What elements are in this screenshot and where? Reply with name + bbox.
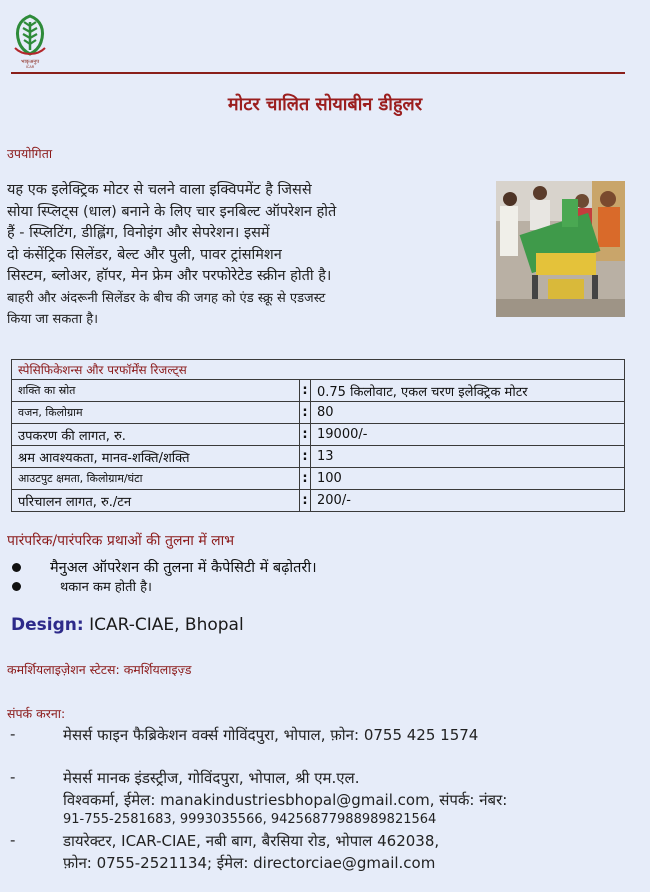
page-title: मोटर चालित सोयाबीन डीहुलर: [227, 94, 423, 115]
description-line: किया जा सकता है।: [7, 312, 99, 327]
logo-subtext: ICAR: [25, 65, 35, 69]
table-row: [12, 446, 625, 468]
table-row: [12, 402, 625, 424]
benefits-heading: पारंपरिक/पारंपरिक प्रथाओं की तुलना में लाभ: [7, 533, 235, 549]
logo-text: भाकृअनुप: [20, 59, 40, 65]
benefit-text: मैनुअल ऑपरेशन की तुलना में कैपेसिटी में बढ़ोतरी।: [50, 560, 317, 576]
spec-label: आउटपुट क्षमता, किलोग्राम/घंटा: [12, 468, 300, 490]
description-line: दो कंसेंट्रिक सिलेंडर, बेल्ट और पुली, पावर ट्रांसमिशन: [7, 246, 282, 263]
spec-separator: :: [300, 424, 311, 446]
specifications-heading: स्पेसिफिकेशन्स और परफॉर्मेंस रिजल्ट्स: [12, 360, 625, 380]
description-line: हैं - स्प्लिटिंग, डीह्लिंग, विनोइंग और सेपरेशन। इसमें: [7, 225, 270, 241]
wheat-emblem-icon: [9, 12, 51, 58]
spec-separator: :: [300, 402, 311, 424]
contact-line: फ़ोन: 0755-2521134; ईमेल: directorciae@gmail.com: [63, 854, 436, 872]
bullet-icon: [12, 563, 21, 572]
spec-separator: :: [300, 468, 311, 490]
contact-text: [63, 725, 583, 745]
description-line: सोया स्प्लिट्स (धाल) बनाने के लिए चार इनबिल्ट ऑपरेशन होते: [7, 203, 337, 220]
spec-label: शक्ति का स्रोत: [12, 380, 300, 402]
description-line: यह एक इलेक्ट्रिक मोटर से चलने वाला इक्विपमेंट है जिससे: [7, 182, 312, 198]
bullet-icon: [12, 582, 21, 591]
dash-marker: -: [10, 831, 16, 849]
spec-separator: :: [300, 380, 311, 402]
header-divider: [11, 72, 625, 74]
design-label: Design:: [11, 615, 84, 635]
contact-line: विश्वकर्मा, ईमेल: manakindustriesbhopal@gmail.com, संपर्क: नंबर:: [63, 791, 508, 809]
contact-line: डायरेक्टर, ICAR-CIAE, नबी बाग, बैरसिया रोड, भोपाल 462038,: [63, 832, 440, 850]
design-credit: [11, 615, 244, 635]
commercialization-status: कमर्शियलाइज़ेशन स्टेटस: कमर्शियलाइज़्ड: [7, 662, 192, 677]
utility-heading: उपयोगिता: [7, 146, 53, 161]
dash-marker: -: [10, 768, 16, 786]
spec-value: 200/-: [311, 490, 625, 512]
contact-text: [63, 768, 583, 830]
utility-description: [7, 180, 417, 331]
contact-line: मेसर्स फाइन फैब्रिकेशन वर्क्स गोविंदपुरा, भोपाल, फ़ोन: 0755 425 1574: [63, 726, 479, 744]
spec-value: 80: [311, 402, 625, 424]
table-row: [12, 424, 625, 446]
table-row: [12, 380, 625, 402]
table-header-row: [12, 360, 625, 380]
contact-line: 91-755-2581683, 9993035566, 94256877988989821564: [63, 812, 437, 827]
spec-separator: :: [300, 490, 311, 512]
spec-value: 13: [311, 446, 625, 468]
icar-logo: [9, 12, 51, 68]
spec-value: 100: [311, 468, 625, 490]
spec-label: परिचालन लागत, रु./टन: [12, 490, 300, 512]
specifications-table: [11, 359, 625, 512]
spec-label: वजन, किलोग्राम: [12, 402, 300, 424]
list-item: [12, 579, 152, 595]
benefit-text: थकान कम होती है।: [60, 580, 152, 595]
contact-text: [63, 831, 583, 873]
description-line: बाहरी और अंदरूनी सिलेंडर के बीच की जगह को एंड स्क्रू से एडजस्ट: [7, 290, 326, 306]
design-value: ICAR-CIAE, Bhopal: [83, 615, 244, 635]
spec-separator: :: [300, 446, 311, 468]
list-item: [12, 559, 317, 576]
spec-value: 19000/-: [311, 424, 625, 446]
contact-heading: संपर्क करना:: [7, 706, 66, 721]
spec-label: श्रम आवश्यकता, मानव-शक्ति/शक्ति: [12, 446, 300, 468]
table-row: [12, 468, 625, 490]
description-line: सिस्टम, ब्लोअर, हॉपर, मेन फ्रेम और परफोरेटेड स्क्रीन होती है।: [7, 268, 332, 284]
spec-label: उपकरण की लागत, रु.: [12, 424, 300, 446]
spec-value: 0.75 किलोवाट, एकल चरण इलेक्ट्रिक मोटर: [311, 380, 625, 402]
dehuller-photo: [496, 181, 625, 317]
table-row: [12, 490, 625, 512]
dash-marker: -: [10, 725, 16, 743]
contact-line: मेसर्स मानक इंडस्ट्रीज, गोविंदपुरा, भोपाल, श्री एम.एल.: [63, 769, 360, 787]
